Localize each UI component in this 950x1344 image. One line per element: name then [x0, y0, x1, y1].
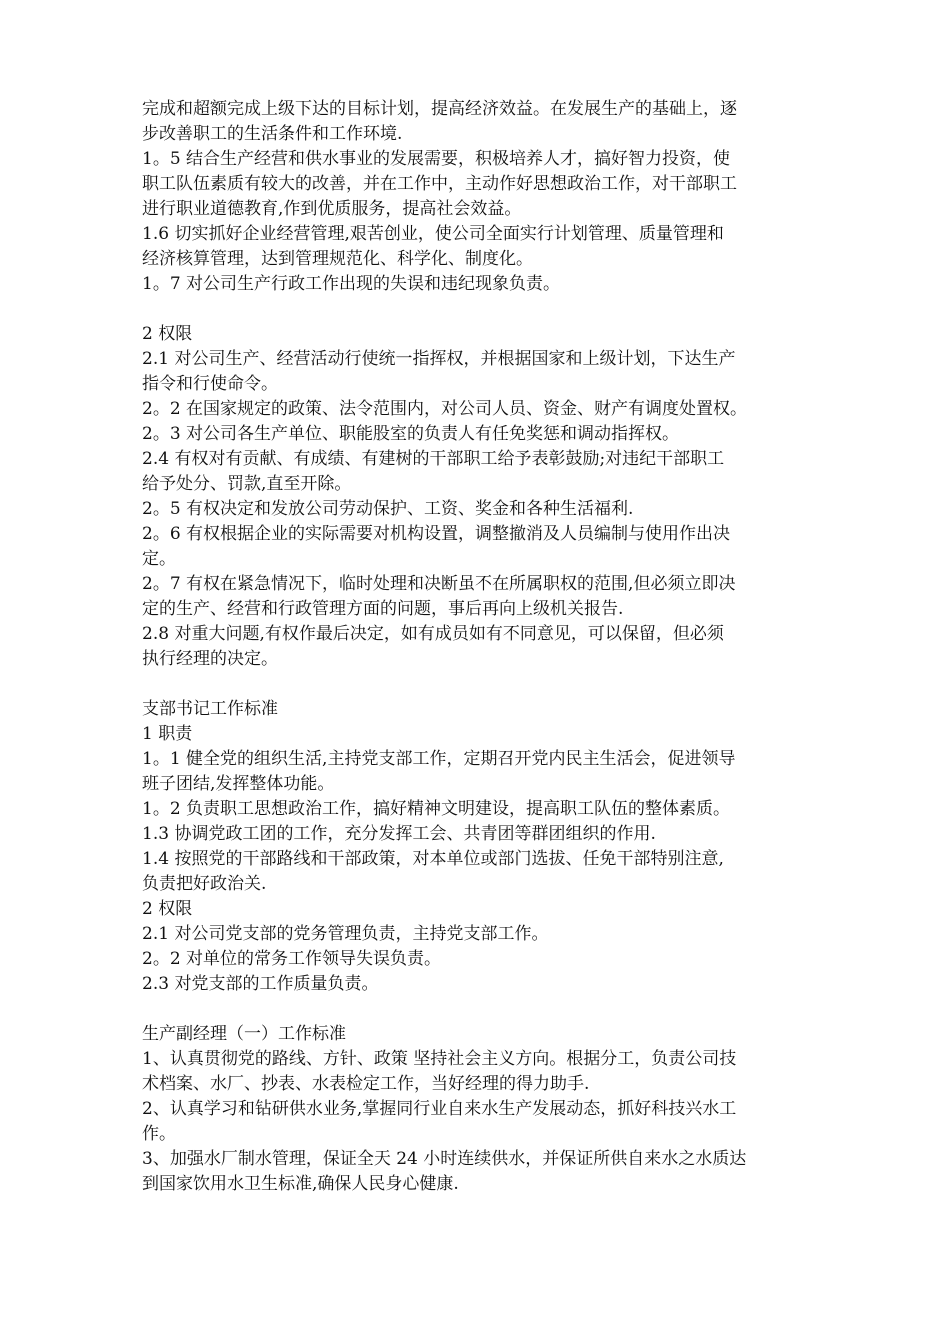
text-line: 进行职业道德教育,作到优质服务，提高社会效益。	[142, 199, 522, 219]
text-line: 1。5 结合生产经营和供水事业的发展需要，积极培养人才，搞好智力投资，使	[142, 149, 731, 169]
text-line: 2.4 有权对有贡献、有成绩、有建树的干部职工给予表彰鼓励;对违纪干部职工	[142, 449, 725, 469]
text-line: 2。3 对公司各生产单位、职能股室的负责人有任免奖惩和调动指挥权。	[142, 424, 680, 444]
text-line: 2、认真学习和钻研供水业务,掌握同行业自来水生产发展动态，抓好科技兴水工	[142, 1099, 737, 1119]
text-line: 执行经理的决定。	[142, 649, 278, 669]
document-page	[142, 97, 814, 1197]
text-line: 1.4 按照党的干部路线和干部政策，对本单位或部门选拔、任免干部特别注意,	[142, 849, 724, 869]
text-line: 作。	[142, 1124, 176, 1144]
section-heading: 2 权限	[142, 899, 193, 919]
text-line: 1。7 对公司生产行政工作出现的失误和违纪现象负责。	[142, 274, 561, 294]
text-line: 职工队伍素质有较大的改善，并在工作中，主动作好思想政治工作，对干部职工	[142, 174, 737, 194]
text-line: 给予处分、罚款,直至开除。	[142, 474, 352, 494]
text-line: 2。6 有权根据企业的实际需要对机构设置，调整撤消及人员编制与使用作出决	[142, 524, 731, 544]
text-line: 1.3 协调党政工团的工作，充分发挥工会、共青团等群团组织的作用.	[142, 824, 656, 844]
section-title: 生产副经理（一）工作标准	[142, 1024, 346, 1044]
text-line: 1.6 切实抓好企业经营管理,艰苦创业，使公司全面实行计划管理、质量管理和	[142, 224, 724, 244]
text-line: 术档案、水厂、抄表、水表检定工作，当好经理的得力助手.	[142, 1074, 590, 1094]
text-line: 完成和超额完成上级下达的目标计划，提高经济效益。在发展生产的基础上，逐	[142, 99, 737, 119]
text-line: 2。7 有权在紧急情况下，临时处理和决断虽不在所属职权的范围,但必须立即决	[142, 574, 736, 594]
text-line: 班子团结,发挥整体功能。	[142, 774, 335, 794]
text-line: 定。	[142, 549, 176, 569]
text-line: 2。2 在国家规定的政策、法令范围内，对公司人员、资金、财产有调度处置权。	[142, 399, 748, 419]
text-line: 2。2 对单位的常务工作领导失误负责。	[142, 949, 442, 969]
section-heading: 1 职责	[142, 724, 193, 744]
text-line: 到国家饮用水卫生标准,确保人民身心健康.	[142, 1174, 459, 1194]
text-line: 1。2 负责职工思想政治工作，搞好精神文明建设，提高职工队伍的整体素质。	[142, 799, 731, 819]
text-line: 步改善职工的生活条件和工作环境.	[142, 124, 403, 144]
text-line: 经济核算管理，达到管理规范化、科学化、制度化。	[142, 249, 533, 269]
blank-line	[142, 297, 814, 322]
blank-line	[142, 997, 814, 1022]
text-line: 定的生产、经营和行政管理方面的问题，事后再向上级机关报告.	[142, 599, 624, 619]
text-line: 2.1 对公司生产、经营活动行使统一指挥权，并根据国家和上级计划，下达生产	[142, 349, 736, 369]
text-line: 2。5 有权决定和发放公司劳动保护、工资、奖金和各种生活福利.	[142, 499, 634, 519]
text-line: 2.8 对重大问题,有权作最后决定，如有成员如有不同意见，可以保留，但必须	[142, 624, 724, 644]
text-line: 2.1 对公司党支部的党务管理负责，主持党支部工作。	[142, 924, 549, 944]
text-line: 指令和行使命令。	[142, 374, 278, 394]
text-line: 负责把好政治关.	[142, 874, 267, 894]
blank-line	[142, 672, 814, 697]
section-heading: 2 权限	[142, 324, 193, 344]
text-line: 3、加强水厂制水管理，保证全天 24 小时连续供水，并保证所供自来水之水质达	[142, 1149, 747, 1169]
text-line: 2.3 对党支部的工作质量负责。	[142, 974, 379, 994]
text-line: 1。1 健全党的组织生活,主持党支部工作，定期召开党内民主生活会，促进领导	[142, 749, 736, 769]
section-title: 支部书记工作标准	[142, 699, 278, 719]
text-line: 1、认真贯彻党的路线、方针、政策 坚持社会主义方向。根据分工，负责公司技	[142, 1049, 737, 1069]
